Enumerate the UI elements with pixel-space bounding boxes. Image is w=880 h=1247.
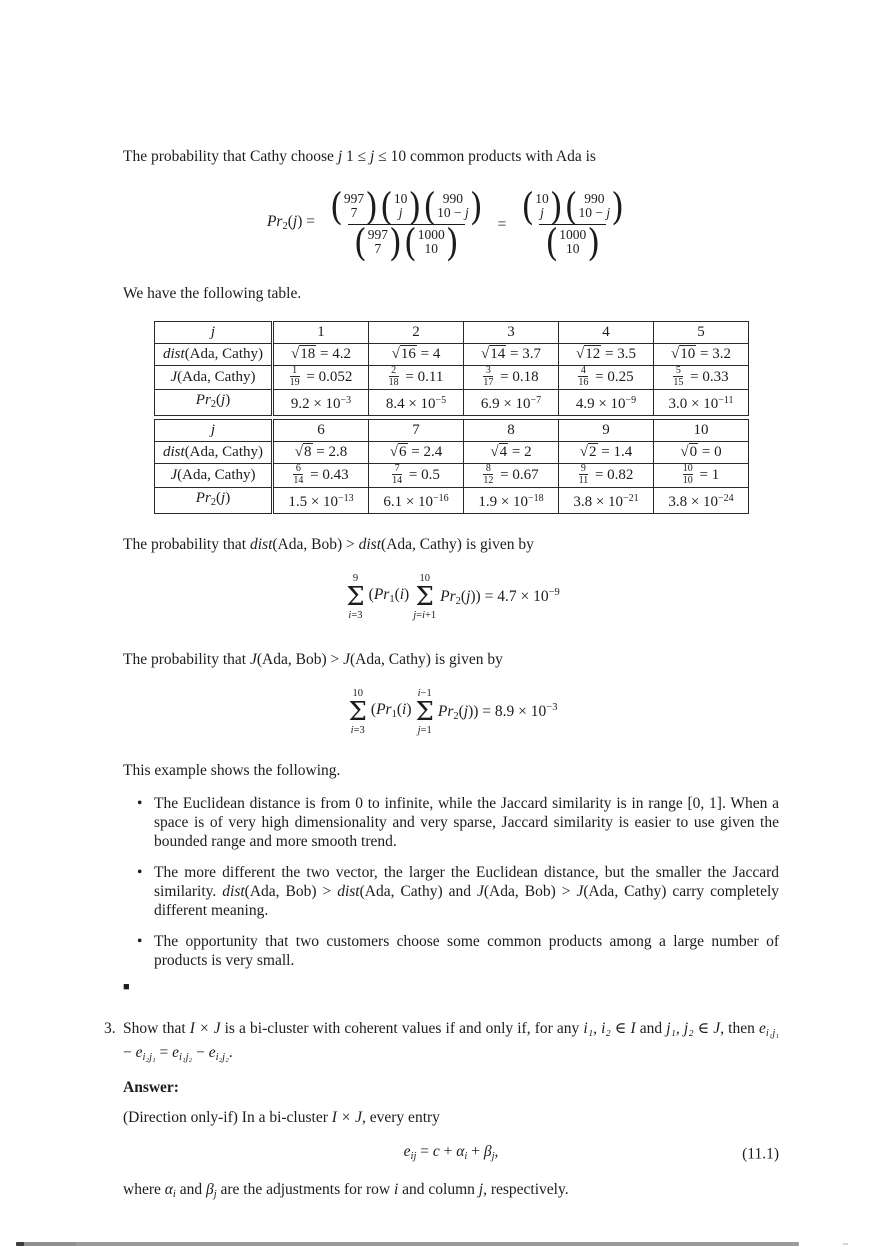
table-row-j [155,420,749,442]
binomial-coefficient [423,184,483,228]
paren: ) [587,220,601,264]
sum-upper-limit: i−1 [417,687,432,699]
binomial-stack [417,228,446,257]
binomial-bottom: j [540,205,544,220]
table-cell: $\frac{6}{14}$ = 0.43 [273,464,369,488]
equation-lhs [267,212,315,236]
list-item [123,932,779,970]
sum-lower-limit: j=i+1 [413,609,437,621]
table-cell: 8 [464,420,559,442]
equation-sum-jaccard [123,684,779,740]
table-cell: $\frac{9}{11}$ = 0.82 [559,464,654,488]
text-segment: The more different the two vector, the larger the Euclidean distance, but the smaller the Jaccard similarity. [154,864,779,900]
table-cell: $6.1 \times 10^{-16}$ [369,488,464,514]
equation-body [123,1142,779,1166]
math-sub: 2 [282,221,288,232]
binomial-top: 10 [393,190,408,206]
math-dist: dist [249,536,273,553]
binomial-bottom: j [398,205,403,220]
text-segment: , then [720,1020,759,1037]
bullet-icon: • [137,933,143,950]
summation [349,688,367,737]
list-item [123,863,779,920]
math-sub: i₂j₁ [142,1052,156,1063]
table-cell: √18 = 4.2 [273,344,369,366]
binomial-top: 997 [367,226,389,242]
paren: ( [564,184,578,228]
table-cell: 7 [369,420,464,442]
table-cell: 5 [654,322,749,344]
page-content [104,0,780,1204]
table-cell: √4 = 2 [464,442,559,464]
table-cell: 1 [273,322,369,344]
table-cell: $9.2 \times 10^{-3}$ [273,390,369,416]
paren: ( [460,588,467,605]
text-segment: Show that [123,1020,190,1037]
text-segment: (Ada, Bob) > [244,883,338,900]
binomial-top: 990 [584,190,605,206]
equals-sign: = [497,215,507,233]
binomial-stack [436,192,470,221]
text-segment: , every entry [362,1109,440,1126]
paren: ( [521,184,535,228]
paren: ) [549,184,563,228]
table-cell: $1.9 \times 10^{-18}$ [464,488,559,514]
math-alpha: α [164,1181,173,1198]
sum-result [440,583,560,611]
math-var-i: i [393,1181,399,1198]
text-segment: The probability that Cathy choose [123,148,338,165]
math-i1i2: i₁, i₂ ∈ I [583,1020,636,1037]
paren: ) [406,701,412,718]
binomial-bottom: 10 − j [578,205,611,220]
table-row-jaccard [155,366,749,390]
binomial-stack [367,228,389,257]
table-cell: $3.8 \times 10^{-21}$ [559,488,654,514]
table-cell: $3.0 \times 10^{-11}$ [654,390,749,416]
sum-lower-limit: j=1 [417,724,432,736]
table-cell: $6.9 \times 10^{-7}$ [464,390,559,416]
table-row-pr2 [155,390,749,416]
paren: ( [370,701,377,718]
sum-lower-limit: i=3 [350,724,365,736]
math-var-j: j [370,148,375,165]
paragraph-probability-cathy [123,147,779,166]
binomial-coefficient [545,220,601,264]
math-sub: 1 [389,594,395,605]
binomial-top: 990 [442,190,464,206]
math-sub: i₁j₁ [765,1028,779,1039]
scan-artifact [843,1243,848,1245]
operator: = [155,1044,173,1061]
row-header: $Pr_2(j)$ [155,488,273,514]
table-cell: $\frac{4}{16}$ = 0.25 [559,366,654,390]
item-number: 3. [104,1020,116,1037]
binomial-bottom: 10 [565,241,580,256]
math-pr: Pr [440,588,456,605]
paren: ( [458,703,464,720]
math-sub: i₂j₂ [215,1052,229,1063]
math-beta: β [483,1143,492,1160]
math-alpha: α [456,1143,465,1160]
fraction-numerator [324,184,489,228]
row-header: J(Ada, Cathy) [155,464,273,488]
table-row-pr2 [155,488,749,514]
table-cell: √16 = 4 [369,344,464,366]
table-cell: √12 = 3.5 [559,344,654,366]
table-cell: $\frac{8}{12}$ = 0.67 [464,464,559,488]
math-c: c [432,1143,440,1160]
math-dist: dist [337,883,360,900]
equals-sign: = [416,1143,433,1160]
fraction-numerator [515,184,630,228]
fraction-denominator [348,220,465,264]
summation [413,573,436,622]
math-sub: i [464,1151,468,1162]
paren: ( [394,586,400,603]
binomial-top: 10 [535,190,549,206]
paren: ) [611,184,625,228]
math-J: J [343,651,350,668]
math-j1j2: j₁, j₂ ∈ J [666,1020,721,1037]
math-pr: Pr [266,213,283,230]
qed-square-icon: ■ [123,981,130,993]
paragraph-direction-only-if [123,1108,779,1127]
binomial-coefficient [329,184,378,228]
text-segment: (Ada, Bob) > [256,651,344,668]
sum-upper-limit: 10 [352,687,363,699]
text-segment: The opportunity that two customers choose some common products among a large number of products is very small. [154,933,779,969]
sum-lower-limit: i=3 [348,609,363,621]
paragraph-example-shows: This example shows the following. [123,762,341,779]
math-sub: 1 [391,709,397,720]
math-var-j: j [466,588,471,605]
math-J: J [576,883,584,900]
binomial-stack [393,192,409,221]
paren: ( [329,184,343,228]
math-IxJ: I × J [331,1109,363,1126]
paren: ( [368,586,374,603]
results-table-1 [154,321,749,416]
math-dist: dist [222,883,245,900]
text-segment: is a bi-cluster with coherent values if and only if, for any [220,1020,584,1037]
operator: + [467,1143,484,1160]
math-e: e [758,1020,766,1037]
exponent: −9 [548,587,560,598]
row-header: $Pr_2(j)$ [155,390,273,416]
row-header: dist(Ada, Cathy) [155,344,273,366]
table-cell: $1.5 \times 10^{-13}$ [273,488,369,514]
sum-result [438,698,558,726]
equation-11-1 [123,1142,779,1166]
math-IxJ: I × J [189,1020,221,1037]
binomial-coefficient [353,220,402,264]
paren: ( [396,701,402,718]
table-cell: $8.4 \times 10^{-5}$ [369,390,464,416]
math-e: e [172,1044,180,1061]
table-cell: 2 [369,322,464,344]
paragraph-dist-comparison [123,535,779,554]
table-cell: $\frac{3}{17}$ = 0.18 [464,366,559,390]
list-item [123,794,779,851]
binomial-stack [534,192,550,221]
paragraph-table-intro: We have the following table. [123,285,302,302]
text-segment: The probability that [123,536,250,553]
math-sub: 2 [455,596,461,607]
paren: ( [287,213,293,230]
operator: − [123,1044,136,1061]
exercise-item-3 [104,1019,779,1067]
binomial-top: 1000 [417,226,445,242]
binomial-top: 1000 [559,226,587,242]
binomial-top: 997 [343,190,365,206]
paren: ( [353,220,367,264]
paren: ) [445,220,459,264]
math-sub: j [213,1189,217,1200]
paren: ) [469,184,483,228]
paren: ) [408,184,422,228]
math-e: e [208,1044,216,1061]
table-row-j [155,322,749,344]
results-table-2 [154,419,749,514]
binomial-coefficient [379,184,422,228]
paren: ( [403,220,417,264]
math-sub: j [491,1151,495,1162]
math-dist: dist [358,536,382,553]
math-var-j: j [463,703,469,720]
paren: ( [379,184,393,228]
row-header: dist(Ada, Cathy) [155,442,273,464]
math-J: J [477,883,484,900]
math-pr: Pr [437,703,454,720]
sum-upper-limit: 9 [352,572,359,584]
row-header: j [155,420,273,442]
operator: + [439,1143,457,1160]
text-segment: (Ada, Cathy) and [359,883,477,900]
paren: ( [545,220,559,264]
bullet-icon: • [137,864,143,881]
text-segment: , respectively. [483,1181,569,1198]
binomial-bottom: 10 − j [437,205,469,220]
table-row-jaccard [155,464,749,488]
paren: ) = [297,213,315,230]
binomial-stack [343,192,365,221]
paren: ) [389,220,402,264]
binomial-stack [578,192,612,221]
fraction-denominator [539,220,606,264]
result-value: )) = 4.7 × 10 [470,588,549,605]
fraction [324,184,489,264]
text-segment: (Ada, Bob) > [483,883,577,900]
sum-body [371,700,412,724]
table-cell: √6 = 2.4 [369,442,464,464]
row-header: j [155,322,273,344]
math-sub: 2 [453,711,459,722]
sum-upper-limit: 10 [419,572,430,584]
math-var-j: j [337,148,343,165]
text-segment: are the adjustments for row [216,1181,394,1198]
table-row-dist [155,344,749,366]
math-beta: β [205,1181,214,1198]
text-segment: (Direction only-if) In a bi-cluster [123,1109,332,1126]
table-cell: 4 [559,322,654,344]
text-segment: and column [398,1181,479,1198]
equation-pr2-definition [123,180,779,268]
text-segment: where [123,1181,165,1198]
text-segment: The Euclidean distance is from 0 to infinite, while the Jaccard similarity is in range [0, 1]. When a space is of very high dimensionality and very sparse, Jaccard similarity is easier to use given the bounded range and more smooth trend. [154,795,779,850]
table-cell: 6 [273,420,369,442]
table-cell: $\frac{1}{19}$ = 0.052 [273,366,369,390]
math-sub: i₁j₂ [179,1052,193,1063]
math-pr: Pr [373,586,390,603]
text-segment: , [494,1143,499,1160]
table-cell: $3.8 \times 10^{-24}$ [654,488,749,514]
results-tables [154,321,779,514]
table-cell: 10 [654,420,749,442]
equation-sum-dist [123,569,779,625]
operator: − [192,1044,209,1061]
math-sub: ij [410,1151,417,1162]
math-var-i: i [402,701,407,718]
table-cell: $4.9 \times 10^{-9}$ [559,390,654,416]
sum-body [369,585,410,609]
fraction [515,184,630,264]
equation-number: (11.1) [742,1145,779,1163]
exponent: −3 [546,702,558,713]
math-var-j: j [478,1181,484,1198]
binomial-bottom: 7 [350,205,358,220]
text-segment: and [635,1020,667,1037]
binomial-bottom: 10 [424,241,439,256]
table-cell: $\frac{5}{15}$ = 0.33 [654,366,749,390]
page-bottom-scan-bar [16,1242,799,1246]
table-row-dist [155,442,749,464]
table-cell: 9 [559,420,654,442]
result-value: )) = 8.9 × 10 [468,703,547,720]
sigma-symbol: Σ [415,581,434,612]
table-cell: √8 = 2.8 [273,442,369,464]
table-cell: √2 = 1.4 [559,442,654,464]
table-cell: $\frac{7}{14}$ = 0.5 [369,464,464,488]
math-pr: Pr [376,701,392,718]
text-segment: (Ada, Cathy) carry completely different meaning. [154,883,780,919]
table-cell: √14 = 3.7 [464,344,559,366]
summation [415,688,433,737]
text-segment: (Ada, Cathy) is given by [350,651,503,668]
binomial-coefficient [564,184,625,228]
table-cell: √0 = 0 [654,442,749,464]
text-segment: 1 ≤ [342,148,371,165]
math-var-j: j [292,213,298,230]
summation [346,573,364,622]
binomial-bottom: 7 [374,241,382,256]
binomial-stack [558,228,587,257]
text-segment: The probability that [123,651,250,668]
bullet-icon: • [137,795,143,812]
text-segment: . [228,1044,233,1061]
row-header: J(Ada, Cathy) [155,366,273,390]
binomial-coefficient [521,184,563,228]
math-sub: i [172,1189,176,1200]
math-var-i: i [399,586,405,603]
sigma-symbol: Σ [348,696,367,727]
observations-list [123,794,779,970]
math-e: e [135,1044,143,1061]
table-cell: $\frac{10}{10}$ = 1 [654,464,749,488]
sigma-symbol: Σ [415,696,434,727]
paren: ) [404,586,410,603]
text-segment: ≤ 10 common products with Ada is [374,148,596,165]
sigma-symbol: Σ [346,581,365,612]
text-segment: (Ada, Bob) > [272,536,359,553]
math-J: J [249,651,257,668]
answer-label: Answer: [123,1079,179,1096]
text-segment: and [175,1181,206,1198]
math-e: e [403,1143,411,1160]
binomial-coefficient [403,220,459,264]
paragraph-where-adjustments [123,1180,779,1204]
table-cell: √10 = 3.2 [654,344,749,366]
table-cell: 3 [464,322,559,344]
text-segment: (Ada, Cathy) is given by [381,536,534,553]
paragraph-jaccard-comparison [123,650,779,669]
paren: ( [423,184,437,228]
table-cell: $\frac{2}{18}$ = 0.11 [369,366,464,390]
paren: ) [365,184,378,228]
